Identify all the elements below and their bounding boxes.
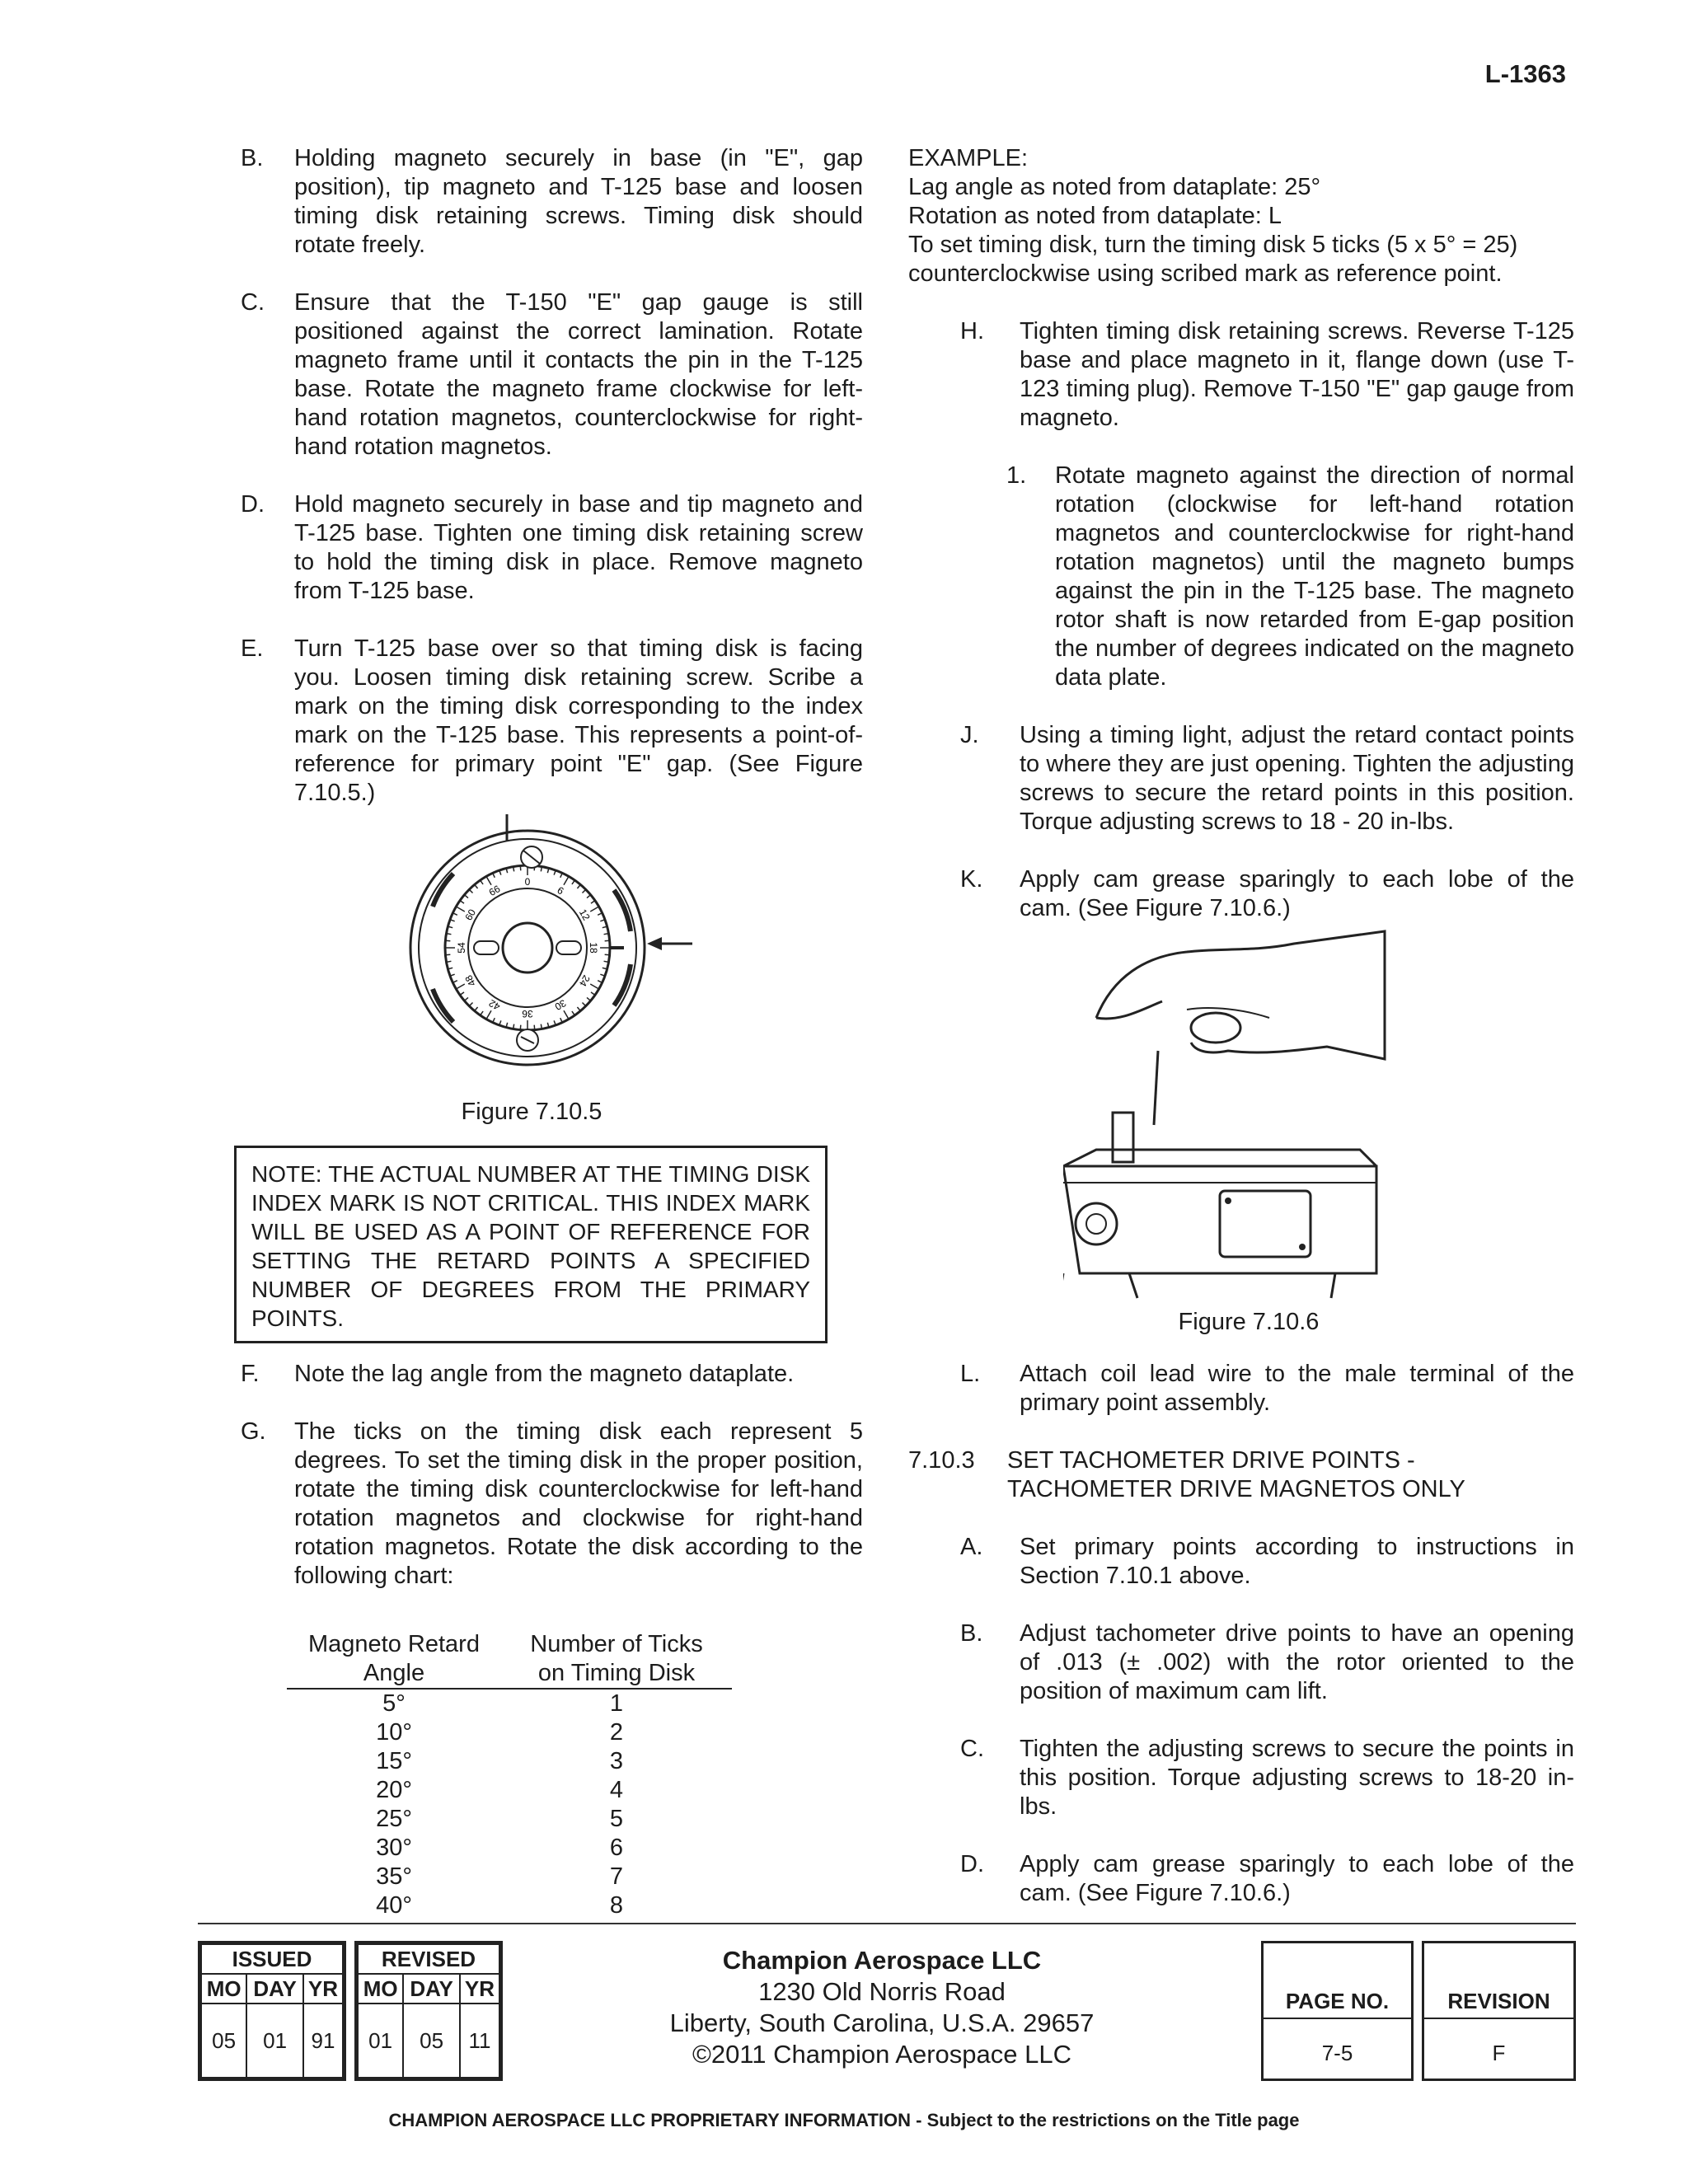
step-text: Rotate magneto against the direction of normal rotation (clockwise for left-hand rotation magnetos and counterclockwise for right-hand rotation magnetos) until the magneto bumps against the pin in the T-125 base. The magneto rotor shaft is now retarded from E-gap position the number of degrees indicated on the magneto data plate. [1055,462,1574,691]
page-no-value: 7-5 [1321,2041,1353,2065]
dial-tick [577,884,580,888]
issued-day-label: DAY [246,1974,303,2004]
step-e [241,635,863,808]
revised-label: REVISED [358,1944,499,1974]
tick-count: 7 [609,1863,624,1890]
revised-mo: 01 [358,2004,403,2078]
retard-angle: 30° [376,1835,412,1861]
dial-tick [534,1025,535,1030]
dial-tick [520,865,521,870]
center-hub [503,923,552,972]
dial-tick [513,867,514,872]
dial-tick [486,1010,491,1019]
step-letter: B. [960,1620,983,1647]
dial-number: 36 [522,1008,533,1019]
company-name: Champion Aerospace LLC [722,1946,1042,1975]
arc-slot-lower [614,964,631,1005]
revised-day-label: DAY [403,1974,460,2004]
example-line: To set timing disk, turn the timing disk 5 ticks (5 x 5° = 25) [908,232,1518,258]
example-line: counterclockwise using scribed mark as reference point. [908,260,1503,287]
page-number-box [1261,1941,1414,2081]
step-g [241,1418,863,1591]
left-slot [474,941,499,954]
company-address2: Liberty, South Carolina, U.S.A. 29657 [669,2008,1095,2037]
dial-tick [460,901,464,903]
left-column [241,144,863,837]
dial-tick [605,954,610,955]
step-c [908,1735,1574,1821]
dial-number: 30 [552,996,569,1013]
issued-yr-label: YR [303,1974,343,2004]
step-text: Using a timing light, adjust the retard contact points to where they are just opening. Tighten the adjusting screws to secure the retard points in this position. Torque adjusting screws to 18 - 20 in-lbs. [1020,722,1574,835]
step-letter: L. [960,1361,981,1387]
revision-label: REVISION [1447,1989,1550,2013]
retard-angle: 40° [376,1892,412,1919]
company-copyright: ©2011 Champion Aerospace LLC [692,2040,1071,2069]
step-d [908,1850,1574,1908]
company-block [511,1945,1253,2070]
step-text: The ticks on the timing disk each represent 5 degrees. To set the timing disk in the proper position, rotate the timing disk counterclockwise for left-hand rotation magnetos and clockwise for right-hand rotation magnetos. Rotate the disk according to the following chart: [294,1418,863,1589]
timing-disk-figure [408,808,696,1088]
dial-tick [590,984,598,989]
dial-tick [486,876,491,884]
company-address1: 1230 Old Norris Road [758,1977,1006,2006]
step-a [908,1533,1574,1591]
step-letter: F. [241,1361,260,1387]
dial-tick [456,984,464,989]
revised-yr-label: YR [460,1974,499,2004]
step-text: Holding magneto securely in base (in "E", gap position), tip magneto and T-125 base and loosen timing disk retaining screws. Timing disk should rotate freely. [294,145,863,258]
left-column-lower [241,1360,863,1619]
dial-number: 42 [486,996,503,1013]
table-header-col1-line2: Angle [287,1659,501,1689]
step-text: Adjust tachometer drive points to have an opening of .013 (± .002) with the rotor oriented to the position of maximum cam lift. [1020,1620,1574,1704]
step-text: Ensure that the T-150 "E" gap gauge is still positioned against the correct lamination. Rotate magneto frame until it contacts the pin in the T-125 base. Rotate the magneto frame clockwise for left-hand rotation magnetos, counterclockwise for right-hand rotation magnetos. [294,289,863,460]
step-c [241,288,863,462]
dial-tick [481,1011,483,1015]
dial-tick [456,907,464,912]
dial-tick [469,889,472,893]
retard-angle-table [287,1630,732,1920]
step-text: Apply cam grease sparingly to each lobe of the cam. (See Figure 7.10.6.) [1020,1851,1574,1906]
step-text: Apply cam grease sparingly to each lobe of the cam. (See Figure 7.10.6.) [1020,866,1574,921]
dial-tick [590,907,598,912]
table-row [287,1834,732,1863]
dial-tick [445,940,450,941]
step-text: Hold magneto securely in base and tip magneto and T-125 base. Tighten one timing disk retaining screw to hold the timing disk in place. Remove magneto from T-125 base. [294,491,863,604]
table-row [287,1747,732,1776]
dial-tick [604,961,609,962]
step-letter: D. [241,491,265,518]
retard-angle: 10° [376,1719,412,1746]
pointer-arrow-head [647,937,662,950]
issued-label: ISSUED [201,1944,343,1974]
dial-tick [447,934,452,935]
dial-tick [541,867,542,872]
example-title: EXAMPLE: [908,145,1029,171]
step-b [908,1619,1574,1706]
dial-tick [572,1011,574,1015]
dial-number: 66 [486,883,503,899]
dial-tick [564,1010,569,1019]
dial-tick [464,997,468,1001]
dial-tick [464,895,468,898]
figure-7-10-5-caption: Figure 7.10.5 [461,1099,603,1125]
revised-date-box [354,1941,503,2081]
step-l [908,1360,1574,1418]
retard-angle: 5° [382,1690,406,1717]
issued-day: 01 [246,2004,303,2078]
revised-day: 05 [403,2004,460,2078]
dial-tick [481,880,483,884]
step-text: Turn T-125 base over so that timing disk is facing you. Loosen timing disk retaining screw. Scribe a mark on the timing disk corresponding to the index mark on the T-125 base. This represents a point-of-reference for primary point "E" gap. (See Figure 7.10.5.) [294,635,863,806]
hand-outline [1096,931,1385,1059]
table-row [287,1805,732,1834]
right-slot [556,941,581,954]
issued-mo-label: MO [201,1974,246,2004]
example-line: Rotation as noted from dataplate: L [908,203,1282,229]
section-number: 7.10.3 [908,1447,975,1474]
step-h [908,317,1574,433]
dial-number: 12 [576,907,593,923]
cover-plate [1220,1191,1311,1257]
step-letter: A. [960,1534,983,1560]
revised-yr: 11 [460,2004,499,2078]
step-letter: C. [241,289,265,316]
figure-7-10-6-caption: Figure 7.10.6 [1178,1309,1320,1335]
dial-tick [605,940,610,941]
retard-angle: 20° [376,1777,412,1803]
proprietary-notice: CHAMPION AEROSPACE LLC PROPRIETARY INFORMATION - Subject to the restrictions on the Title page [388,2110,1300,2130]
step-letter: C. [960,1736,984,1762]
step-text: Attach coil lead wire to the male terminal of the primary point assembly. [1020,1361,1574,1416]
step-d [241,490,863,606]
tick-count: 5 [609,1806,624,1832]
dial-number: 18 [588,942,599,954]
issued-yr: 91 [303,2004,343,2078]
table-row [287,1891,732,1920]
step-j [908,721,1574,837]
step-text: Set primary points according to instructions in Section 7.10.1 above. [1020,1534,1574,1589]
step-letter: B. [241,145,264,171]
example-block [908,144,1574,288]
issued-mo: 05 [201,2004,246,2078]
step-letter: K. [960,866,983,893]
section-title-line1: SET TACHOMETER DRIVE POINTS - [1007,1447,1415,1474]
step-f [241,1360,863,1389]
thumb-line [1096,1001,1162,1019]
example-line: Lag angle as noted from dataplate: 25° [908,174,1321,200]
dial-tick [582,1002,585,1005]
dial-tick [577,1007,580,1011]
terminal-nut [1076,1203,1117,1244]
retard-angle: 25° [376,1806,412,1832]
table-row [287,1718,732,1747]
tick-count: 2 [609,1719,624,1746]
step-k [908,865,1574,923]
dial-number: 0 [524,876,531,888]
dial-tick [445,954,450,955]
dial-tick [591,992,595,995]
table-header-col1-line1: Magneto Retard [308,1631,480,1657]
footer-rule [198,1923,1576,1924]
tick-count: 6 [609,1835,624,1861]
dial-tick [591,901,595,903]
retard-angle: 35° [376,1863,412,1890]
dial-tick [475,884,478,888]
step-text: Tighten timing disk retaining screws. Reverse T-125 base and place magneto in it, flange down (use T-123 timing plug). Remove T-150 "E" gap gauge from magneto. [1020,318,1574,431]
step-letter: D. [960,1851,984,1877]
step-b [241,144,863,260]
dial-tick [564,876,569,884]
tick-count: 3 [609,1748,624,1774]
step-h-item-1 [908,462,1574,692]
document-number: L-1363 [1484,59,1566,88]
tick-count: 4 [609,1777,624,1803]
dial-tick [587,895,591,898]
right-column-lower [908,1360,1574,1937]
section-title-line2: TACHOMETER DRIVE MAGNETOS ONLY [1007,1476,1465,1502]
section-7-10-3-heading [908,1446,1574,1504]
table-header-col2-line1: Number of Ticks [530,1631,703,1657]
dial-tick [513,1024,514,1029]
tick-count: 8 [609,1892,624,1919]
dial-number: 54 [456,942,467,954]
step-letter: 1. [1006,462,1027,489]
fingertip [1191,1013,1240,1043]
issued-date-box [198,1941,346,2081]
dial-tick [604,934,609,935]
dial-number: 24 [576,972,593,989]
dial-tick [541,1024,542,1029]
step-text: Note the lag angle from the magneto dataplate. [294,1361,795,1387]
dial-tick [582,889,585,893]
magneto-top [1063,1150,1376,1166]
revised-mo-label: MO [358,1974,403,2004]
page-no-label: PAGE NO. [1285,1989,1390,2013]
right-column [908,144,1574,952]
dial-tick [469,1002,472,1005]
table-row [287,1776,732,1805]
note-box: NOTE: THE ACTUAL NUMBER AT THE TIMING DISK INDEX MARK IS NOT CRITICAL. THIS INDEX MARK WILL BE USED AS A POINT OF REFERENCE FOR SETTING THE RETARD POINTS A SPECIFIED NUMBER OF DEGREES FROM THE PRIMARY POINTS. [234,1146,828,1343]
dial-number: 48 [462,972,479,989]
dial-tick [475,1007,478,1011]
dial-tick [572,880,574,884]
shaft [1113,1113,1133,1162]
dial-number: 60 [462,907,479,923]
arc-slot-upper [614,890,631,931]
brush-handle [1154,1051,1158,1125]
step-letter: E. [241,635,264,662]
cam-grease-figure [1063,927,1393,1302]
step-text: Tighten the adjusting screws to secure the points in this position. Torque adjusting screws to 18-20 in-lbs. [1020,1736,1574,1820]
retard-angle: 15° [376,1748,412,1774]
tick-count: 1 [609,1690,624,1717]
dial-tick [520,1025,521,1030]
step-letter: H. [960,318,984,344]
dial-number: 6 [555,883,566,898]
revision-value: F [1492,2041,1506,2065]
revision-box [1422,1941,1576,2081]
table-header-col2-line2: on Timing Disk [501,1659,732,1689]
table-row [287,1689,732,1718]
table-row [287,1863,732,1891]
step-letter: J. [960,722,979,748]
dial-tick [447,961,452,962]
dial-tick [587,997,591,1001]
dial-tick [460,992,464,995]
step-letter: G. [241,1418,266,1445]
